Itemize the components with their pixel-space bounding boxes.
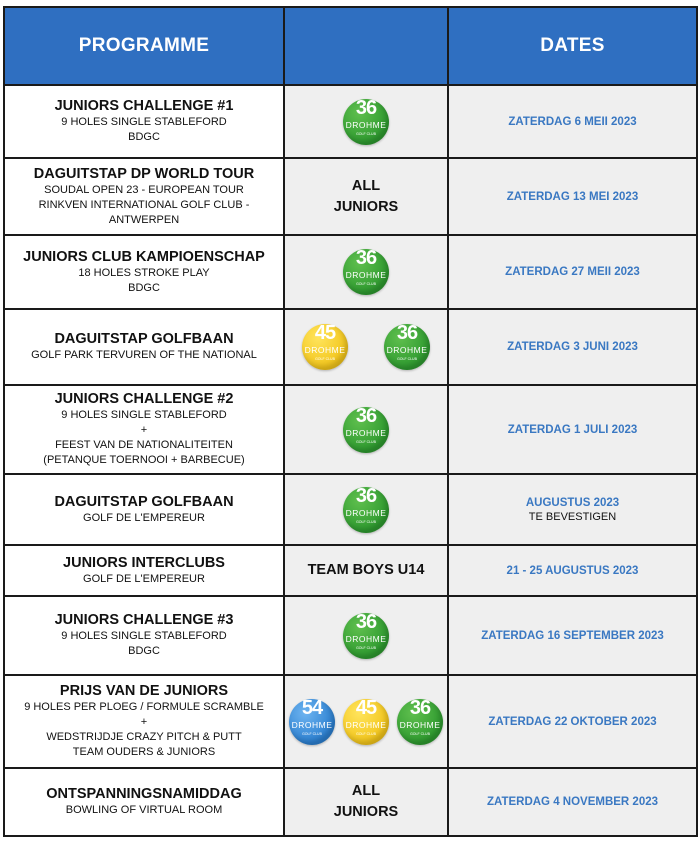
event-detail-line: SOUDAL OPEN 23 - EUROPEAN TOUR [44, 183, 244, 196]
participants-text: ALL [351, 783, 381, 799]
participants-cell [284, 385, 448, 474]
badge-brand-sub: GOLF CLUB [397, 357, 417, 361]
event-detail-line: GOLF DE L'EMPEREUR [83, 511, 205, 524]
event-detail-line: FEEST VAN DE NATIONALITEITEN [55, 439, 233, 451]
badge-brand: DROHME [345, 633, 387, 644]
event-date: ZATERDAG 6 MEII 2023 [508, 115, 637, 128]
schedule-row [4, 675, 697, 768]
drohme-36-badge-icon [343, 484, 389, 533]
badge-group [285, 404, 447, 453]
programme-cell [4, 85, 284, 158]
date-cell [448, 474, 697, 545]
date-cell [448, 385, 697, 474]
badge-brand-sub: GOLF CLUB [356, 131, 376, 136]
badge-brand: DROHME [345, 427, 387, 438]
participants-cell [284, 235, 448, 309]
date-cell [448, 235, 697, 309]
programme-cell [4, 675, 284, 768]
event-date: ZATERDAG 1 JULI 2023 [507, 423, 638, 436]
badge-brand-sub: GOLF CLUB [356, 282, 376, 286]
participants-text: JUNIORS [333, 198, 399, 215]
event-detail-line: GOLF PARK TERVUREN OF THE NATIONAL [31, 349, 257, 361]
event-detail-line: 9 HOLES PER PLOEG / FORMULE SCRAMBLE [24, 701, 264, 713]
badge-number: 36 [396, 322, 418, 344]
event-detail-line: + [140, 716, 148, 728]
schedule-row [4, 85, 697, 158]
schedule-row [4, 768, 697, 836]
badge-number: 36 [355, 247, 377, 269]
header-row [4, 7, 697, 85]
badge-brand: DROHME [345, 719, 387, 730]
dates-header: DATES [448, 7, 697, 85]
event-title: JUNIORS CHALLENGE #2 [54, 391, 234, 407]
programme-cell [4, 596, 284, 675]
schedule-row [4, 474, 697, 545]
programme-cell [4, 768, 284, 836]
participants-cell [284, 158, 448, 235]
event-title: DAGUITSTAP GOLFBAAN [54, 331, 234, 347]
badge-brand: DROHME [399, 719, 441, 730]
participants-text: ALL [351, 177, 381, 194]
badge-brand: DROHME [386, 345, 428, 355]
drohme-45-badge-icon [302, 324, 348, 370]
date-cell [448, 596, 697, 675]
event-detail-line: 18 HOLES STROKE PLAY [78, 266, 210, 279]
event-date: ZATERDAG 4 NOVEMBER 2023 [486, 796, 659, 808]
badge-header [284, 7, 448, 85]
badge-brand-sub: GOLF CLUB [356, 439, 376, 444]
badge-number: 45 [314, 322, 336, 344]
event-detail-line: GOLF DE L'EMPEREUR [83, 572, 205, 585]
drohme-36-badge-icon [397, 696, 443, 745]
participants-text: TEAM BOYS U14 [307, 562, 425, 578]
event-date: ZATERDAG 27 MEII 2023 [505, 266, 640, 278]
drohme-54-badge-icon [289, 696, 335, 745]
programme-cell [4, 545, 284, 596]
event-detail-line: BOWLING OF VIRTUAL ROOM [65, 804, 223, 816]
schedule-body [4, 85, 697, 836]
participants-cell [284, 545, 448, 596]
event-detail-line: TEAM OUDERS & JUNIORS [72, 746, 216, 758]
badge-group [285, 484, 447, 533]
badge-group [285, 610, 447, 659]
event-date: ZATERDAG 13 MEI 2023 [506, 190, 639, 203]
programme-cell [4, 309, 284, 385]
event-detail-line: RINKVEN INTERNATIONAL GOLF CLUB - [38, 198, 250, 211]
badge-brand: DROHME [291, 719, 333, 730]
schedule-table [3, 6, 698, 837]
event-date: ZATERDAG 3 JUNI 2023 [507, 341, 638, 353]
event-title: ONTSPANNINGSNAMIDDAG [46, 786, 242, 802]
badge-group [285, 696, 447, 745]
event-detail-line: 9 HOLES SINGLE STABLEFORD [61, 409, 227, 421]
drohme-45-badge-icon [343, 696, 389, 745]
event-detail-line: ANTWERPEN [108, 213, 180, 226]
programme-cell [4, 235, 284, 309]
event-date: AUGUSTUS 2023 [525, 496, 620, 509]
drohme-36-badge-icon [343, 249, 389, 295]
participants-cell [284, 85, 448, 158]
programme-header: PROGRAMME [4, 7, 284, 85]
event-detail-line: BDGC [128, 131, 160, 143]
programme-cell [4, 385, 284, 474]
event-title: JUNIORS CHALLENGE #3 [54, 612, 234, 628]
event-title: JUNIORS CHALLENGE #1 [54, 98, 234, 114]
event-date: ZATERDAG 16 SEPTEMBER 2023 [481, 629, 664, 642]
event-title: JUNIORS INTERCLUBS [63, 554, 225, 571]
schedule-row [4, 596, 697, 675]
date-cell [448, 768, 697, 836]
badge-number: 36 [355, 610, 377, 633]
event-detail-line: BDGC [128, 281, 160, 294]
date-note: TE BEVESTIGEN [528, 510, 617, 523]
event-detail-line: 9 HOLES SINGLE STABLEFORD [61, 116, 227, 128]
participants-cell [284, 768, 448, 836]
event-detail-line: BDGC [128, 645, 160, 657]
badge-brand-sub: GOLF CLUB [302, 731, 322, 736]
badge-number: 45 [355, 696, 377, 719]
event-detail-line: 9 HOLES SINGLE STABLEFORD [61, 630, 227, 642]
badge-group [285, 324, 447, 370]
badge-brand-sub: GOLF CLUB [410, 731, 430, 736]
badge-number: 36 [355, 96, 377, 119]
programme-cell [4, 474, 284, 545]
schedule-row [4, 545, 697, 596]
participants-cell [284, 596, 448, 675]
date-cell [448, 85, 697, 158]
date-cell [448, 675, 697, 768]
badge-number: 36 [355, 404, 377, 427]
drohme-36-badge-icon [343, 610, 389, 659]
badge-brand: DROHME [304, 345, 346, 355]
programme-cell [4, 158, 284, 235]
event-title: DAGUITSTAP GOLFBAAN [54, 493, 234, 510]
badge-brand-sub: GOLF CLUB [356, 731, 376, 736]
date-cell [448, 545, 697, 596]
badge-brand: DROHME [345, 270, 387, 280]
drohme-36-badge-icon [343, 404, 389, 453]
event-detail-line: + [140, 424, 148, 436]
event-detail-line: WEDSTRIJDJE CRAZY PITCH & PUTT [46, 731, 242, 743]
event-title: PRIJS VAN DE JUNIORS [59, 683, 229, 699]
participants-cell [284, 309, 448, 385]
badge-brand-sub: GOLF CLUB [356, 645, 376, 650]
schedule-row [4, 158, 697, 235]
event-title: DAGUITSTAP DP WORLD TOUR [33, 165, 255, 182]
badge-brand: DROHME [345, 507, 387, 518]
date-cell [448, 158, 697, 235]
event-title: JUNIORS CLUB KAMPIOENSCHAP [23, 248, 265, 265]
schedule-row [4, 385, 697, 474]
badge-group [285, 96, 447, 145]
schedule-row [4, 235, 697, 309]
participants-text: JUNIORS [333, 804, 399, 820]
badge-group [285, 249, 447, 295]
event-detail-line: (PETANQUE TOERNOOI + BARBECUE) [43, 454, 245, 466]
drohme-36-badge-icon [384, 324, 430, 370]
badge-number: 36 [409, 696, 431, 719]
badge-number: 54 [301, 696, 323, 719]
drohme-36-badge-icon [343, 96, 389, 145]
event-date: ZATERDAG 22 OKTOBER 2023 [488, 715, 657, 728]
schedule-row [4, 309, 697, 385]
event-date: 21 - 25 AUGUSTUS 2023 [506, 564, 639, 577]
badge-brand: DROHME [345, 119, 387, 130]
date-cell [448, 309, 697, 385]
badge-brand-sub: GOLF CLUB [315, 357, 335, 361]
participants-cell [284, 474, 448, 545]
badge-number: 36 [355, 484, 377, 507]
badge-brand-sub: GOLF CLUB [356, 519, 376, 524]
participants-cell [284, 675, 448, 768]
